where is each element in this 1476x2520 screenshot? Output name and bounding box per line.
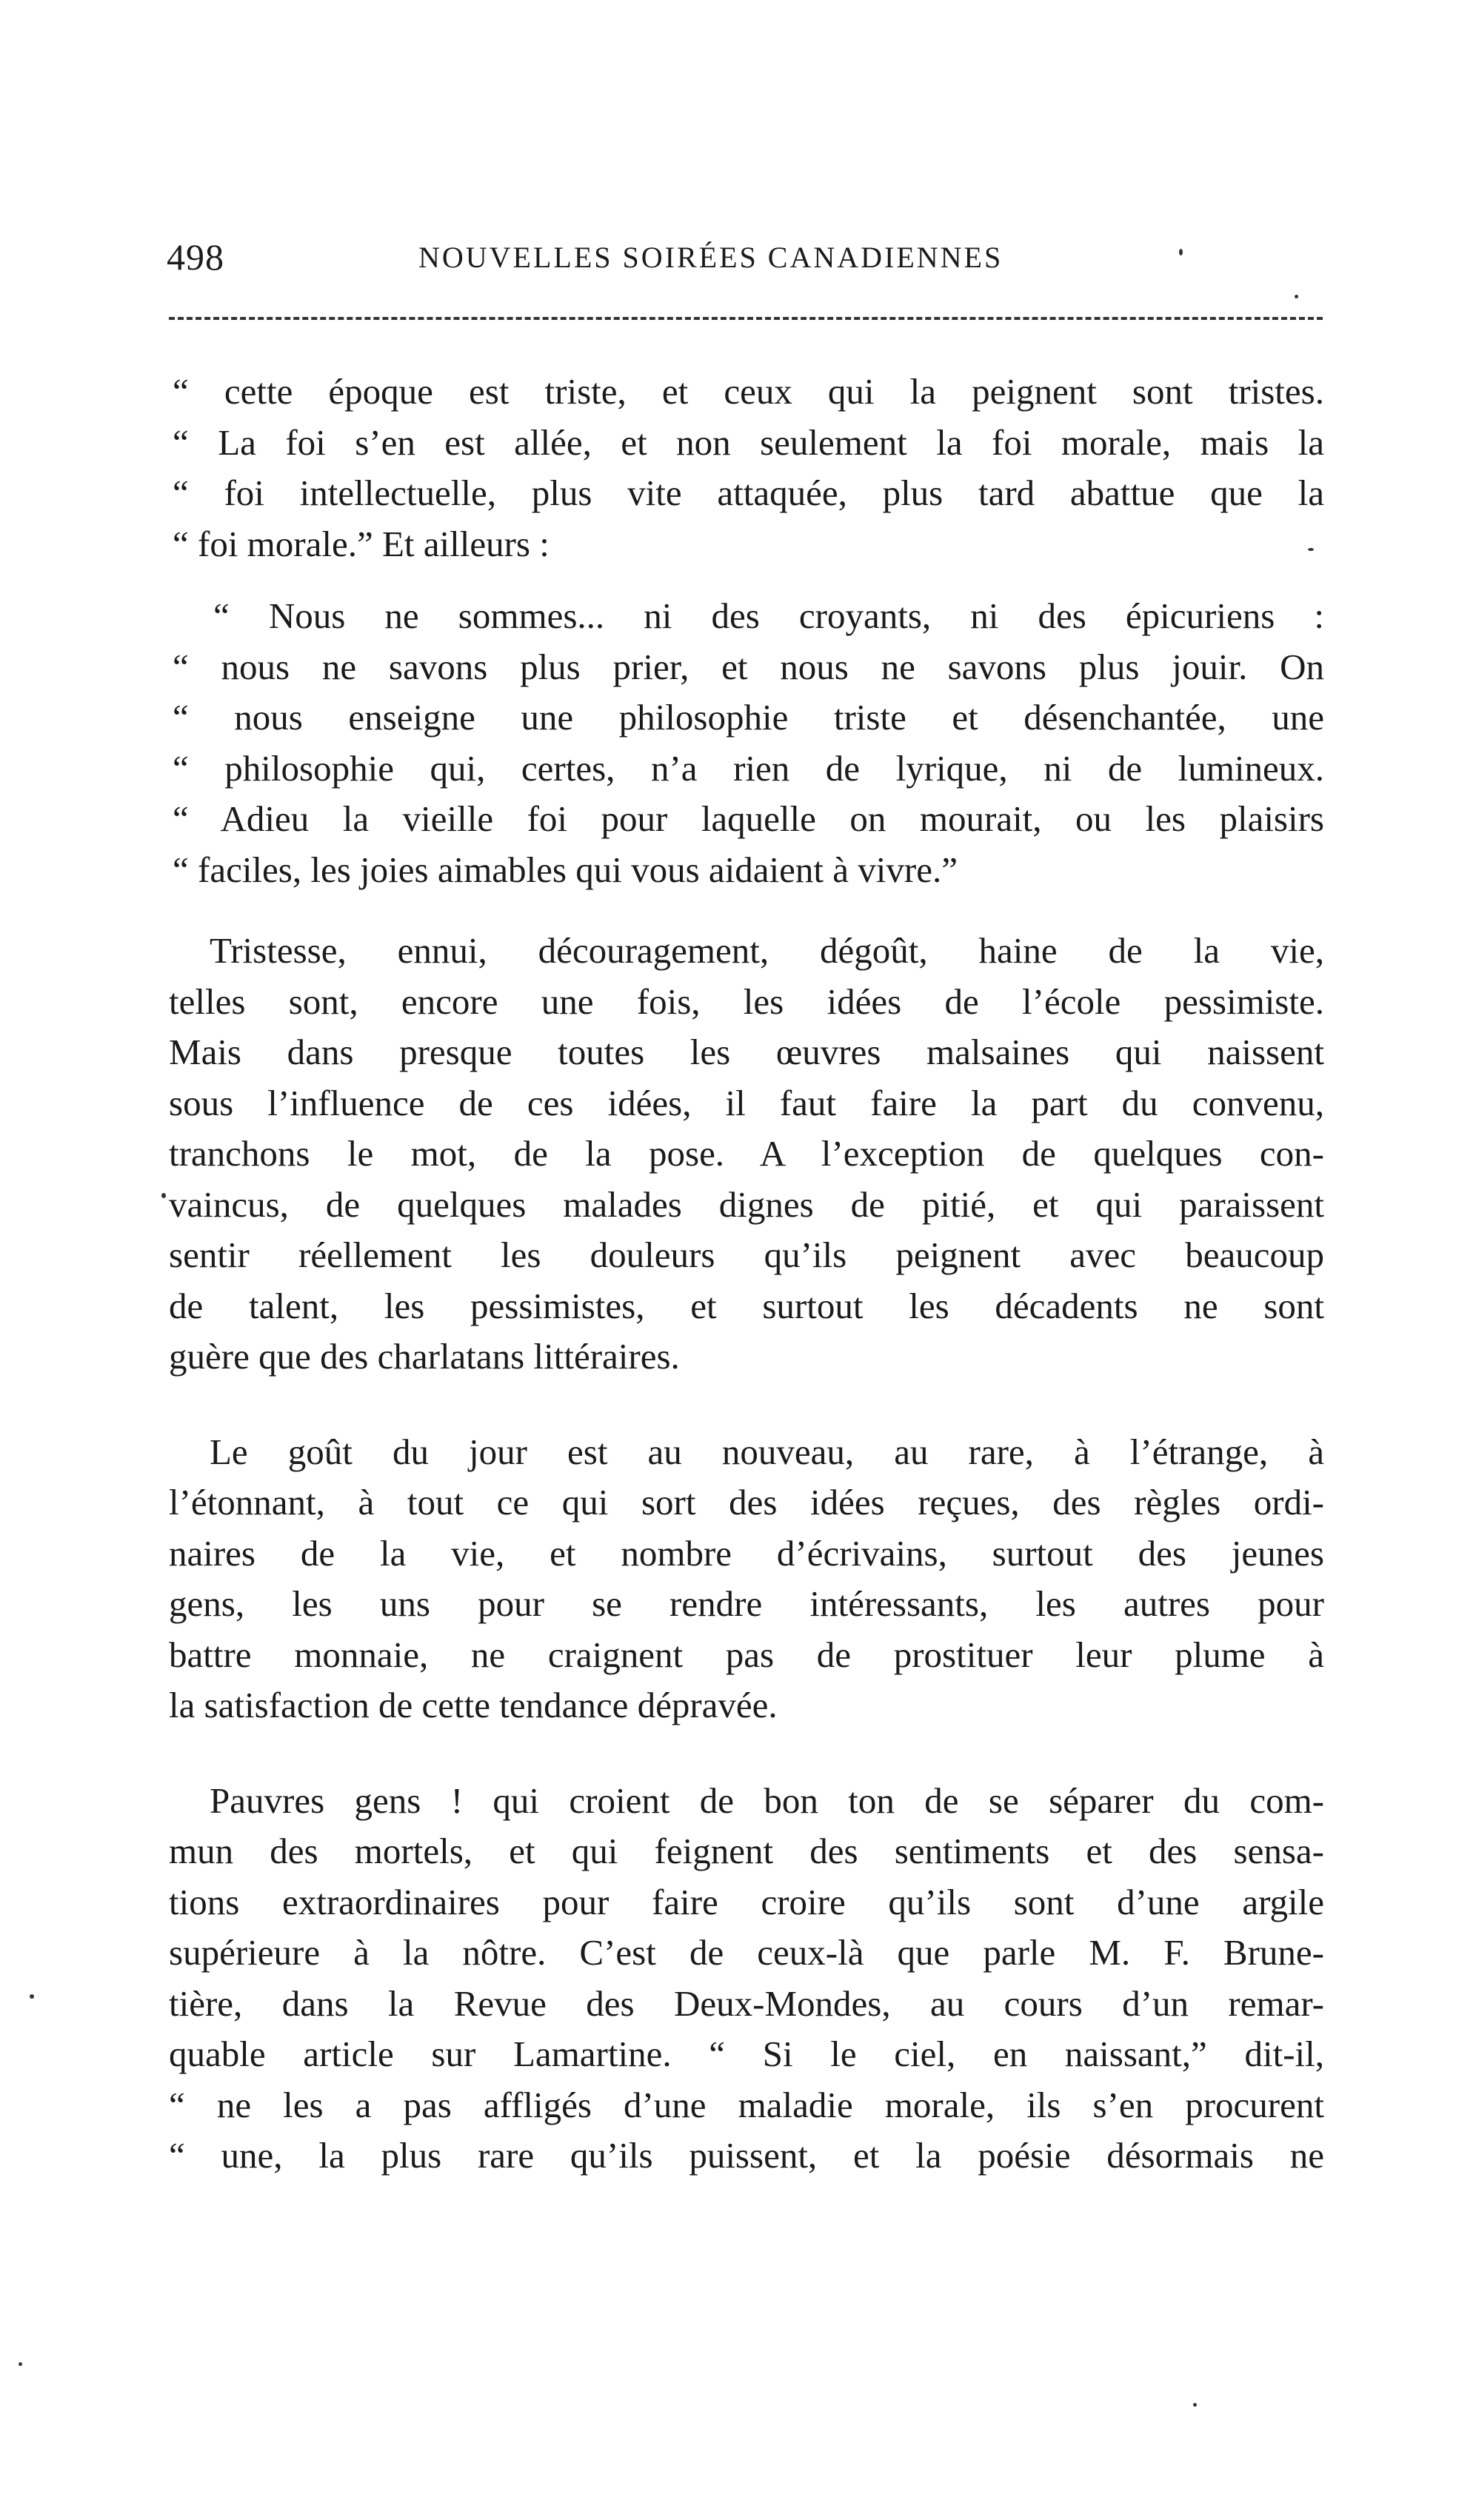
text-line: “ une, la plus rare qu’ils puissent, et la poésie désormais ne: [169, 2135, 1324, 2176]
print-speck: [19, 2362, 22, 2366]
text-line: gens, les uns pour se rendre intéressants, les autres pour: [169, 1583, 1324, 1624]
running-title: NOUVELLES SOIRÉES CANADIENNES: [418, 241, 1004, 274]
text-line: vaincus, de quelques malades dignes de pitié, et qui paraissent: [169, 1183, 1324, 1225]
paragraph-spacer: [169, 1731, 1324, 1776]
text-line: mun des mortels, et qui feignent des sentiments et des sensa-: [169, 1831, 1324, 1871]
text-line: sentir réellement les douleurs qu’ils peignent avec beaucoup: [169, 1234, 1324, 1275]
text-line: “ faciles, les joies aimables qui vous aidaient à vivre.”: [173, 849, 958, 890]
print-speck: [30, 1994, 34, 1999]
text-line: “ nous enseigne une philosophie triste et désenchantée, une: [173, 697, 1324, 738]
text-line: “ foi morale.” Et ailleurs :: [173, 523, 550, 564]
text-line: l’étonnant, à tout ce qui sort des idées reçues, des règles ordi-: [169, 1482, 1324, 1523]
text-line: Le goût du jour est au nouveau, au rare, à l’étrange, à: [210, 1431, 1324, 1472]
body-paragraph-1: [169, 926, 1324, 1383]
text-line: supérieure à la nôtre. C’est de ceux-là que parle M. F. Brune-: [169, 1932, 1324, 1973]
paragraph-spacer: [169, 1383, 1324, 1427]
text-line: sous l’influence de ces idées, il faut faire la part du convenu,: [169, 1082, 1324, 1123]
print-speck: [1295, 295, 1298, 298]
text-line: tière, dans la Revue des Deux-Mondes, au cours d’un remar-: [169, 1982, 1324, 2024]
print-speck: [1193, 2403, 1197, 2407]
body-paragraph-3: [169, 1776, 1324, 2182]
text-line: “ La foi s’en est allée, et non seulement la foi morale, mais la: [173, 421, 1324, 463]
quote-paragraph-1: [169, 367, 1324, 569]
text-line: de talent, les pessimistes, et surtout les décadents ne sont: [169, 1285, 1324, 1326]
text-line: “ philosophie qui, certes, n’a rien de lyrique, ni de lumineux.: [173, 747, 1324, 789]
header-rule: [169, 317, 1323, 320]
text-line: “ Adieu la vieille foi pour laquelle on mourait, ou les plaisirs: [173, 798, 1324, 839]
paragraph-spacer: [169, 569, 1324, 591]
text-line: quable article sur Lamartine. “ Si le ciel, en naissant,” dit-il,: [169, 2033, 1324, 2074]
page-number: 498: [167, 236, 224, 278]
print-speck: [1179, 249, 1183, 255]
quote-paragraph-2: [169, 591, 1324, 895]
text-line: “ Nous ne sommes... ni des croyants, ni des épicuriens :: [213, 595, 1324, 636]
text-line: Pauvres gens ! qui croient de bon ton de se séparer du com-: [210, 1779, 1324, 1821]
text-line: guère que des charlatans littéraires.: [169, 1336, 680, 1377]
text-line: “ cette époque est triste, et ceux qui la peignent sont tristes.: [173, 371, 1324, 412]
text-line: Tristesse, ennui, découragement, dégoût, haine de la vie,: [210, 930, 1324, 971]
text-line: Mais dans presque toutes les œuvres malsaines qui naissent: [169, 1032, 1324, 1072]
text-line: telles sont, encore une fois, les idées de l’école pessimiste.: [169, 980, 1324, 1022]
text-line: tions extraordinaires pour faire croire qu’ils sont d’une argile: [169, 1881, 1324, 1922]
print-speck: [161, 1193, 166, 1198]
text-line: “ ne les a pas affligés d’une maladie morale, ils s’en procurent: [169, 2084, 1324, 2125]
paragraph-spacer: [169, 895, 1324, 926]
text-line: naires de la vie, et nombre d’écrivains, surtout des jeunes: [169, 1532, 1324, 1574]
text-line: tranchons le mot, de la pose. A l’exception de quelques con-: [169, 1133, 1324, 1174]
text-line: battre monnaie, ne craignent pas de prostituer leur plume à: [169, 1634, 1324, 1675]
text-line: la satisfaction de cette tendance dépravée.: [169, 1685, 778, 1725]
running-head: [167, 235, 1322, 295]
text-line: “ foi intellectuelle, plus vite attaquée, plus tard abattue que la: [173, 472, 1324, 513]
print-speck: [1308, 548, 1314, 551]
body-paragraph-2: [169, 1427, 1324, 1731]
body-text: [169, 367, 1324, 2182]
text-line: “ nous ne savons plus prier, et nous ne savons plus jouir. On: [173, 646, 1324, 687]
